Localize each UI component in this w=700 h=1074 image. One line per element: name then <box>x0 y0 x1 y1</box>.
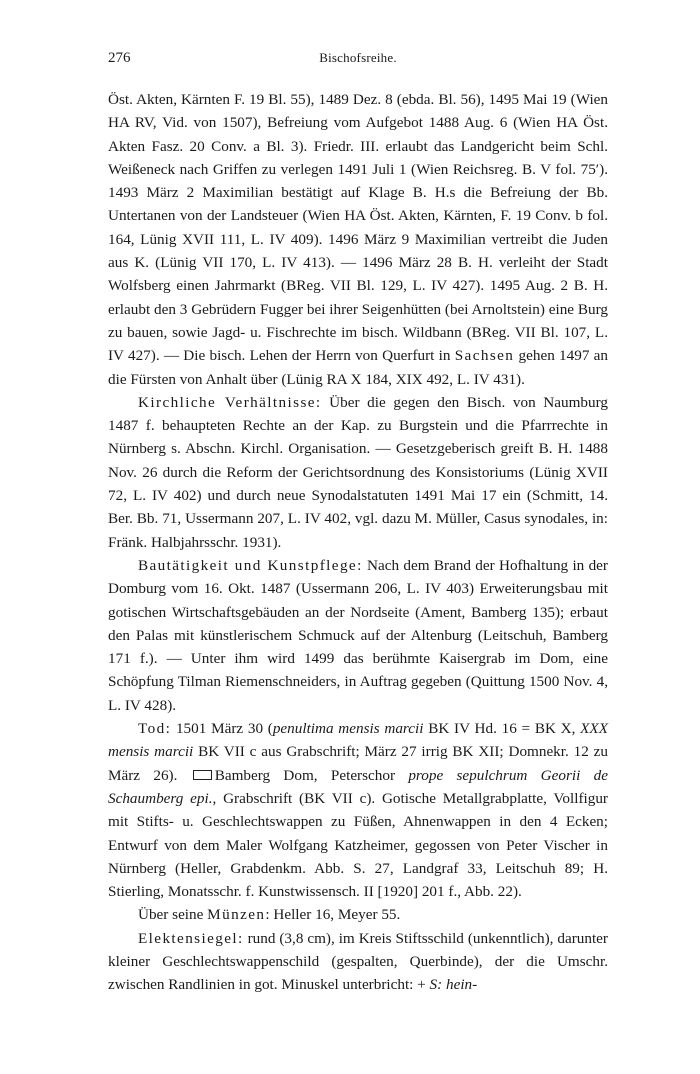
paragraph-text: Nach dem Brand der Hofhaltung in der Domburg vom 16. Okt. 1487 (Ussermann 206, L. IV 403) Erweiterungsbau mit gotischen Wirtschaftsgebäuden an der Nordseite (Ament, Bamberg 135); erbaut den Palas mit künstlerischem Schmuck auf der Altenburg (Leitschuh, Bamberg 171 f.). — Unter ihm wird 1499 das berühmte Kaisergrab im Dom, eine Schöpfung Tilman Riemenschneiders, in Auftrag gegeben (Quittung 1500 Nov. 4, L. IV 428). <box>108 556 608 714</box>
page-header <box>108 50 608 70</box>
paragraph-text: rund (3,8 cm), im Kreis Stiftsschild (unkenntlich), darunter kleiner Geschlechtswappenschild (gespalten, Querbinde), der die Umschr. zwischen Randlinien in got. Minuskel unterbricht: + <box>108 929 608 994</box>
paragraph-text: Bamberg Dom, Peterschor <box>214 766 409 784</box>
paragraph-church-affairs <box>108 391 608 554</box>
paragraph-building-art <box>108 554 608 717</box>
section-heading: Bautätigkeit und Kunstpflege: <box>138 556 363 574</box>
latin-phrase: XXX mensis marcii <box>108 720 608 761</box>
paragraph-coins <box>108 903 608 926</box>
paragraph-text: Über seine <box>138 906 208 924</box>
section-heading: Münzen <box>207 906 266 924</box>
section-heading: Tod: <box>138 720 172 738</box>
paragraph-text: Über die gegen den Bisch. von Naumburg 1487 f. behaupteten Rechte an der Kap. zu Burgstein und die Pfarrrechte in Nürnberg s. Abschn. Kirchl. Organisation. — Gesetzgeberisch greift B. H. 1488 Nov. 26 durch die Reform der Gerichtsordnung des Konsistoriums (Lünig XVII 72, L. IV 402) und durch neue Synodalstatuten 1491 Mai 17 ein (Schmitt, 14. Ber. Bb. 71, Ussermann 207, L. IV 402, vgl. dazu M. Müller, Casus synodales, in: Fränk. Halbjahrsschr. 1931). <box>108 393 608 551</box>
spaced-term: Sachsen <box>454 347 515 365</box>
tomb-symbol-icon <box>193 770 212 780</box>
section-heading: Elektensiegel: <box>138 929 244 947</box>
paragraph-sovereignty <box>108 88 608 391</box>
page-number: 276 <box>108 50 131 66</box>
paragraph-text: : Heller 16, Meyer 55. <box>265 906 401 924</box>
seal-inscription: S: hein- <box>429 976 478 994</box>
latin-phrase: penultima mensis marcii <box>272 720 424 738</box>
section-heading: Kirchliche Verhältnisse: <box>138 393 322 411</box>
paragraph-text: , Grabschrift (BK VII c). Gotische Metallgrabplatte, Vollfigur mit Stifts- u. Geschlechtswappen zu Füßen, Ahnenwappen in den 4 Ecken; Entwurf von dem Maler Wolfgang Katzheimer, gegossen von Peter Vischer in Nürnberg (Heller, Grabdenkm. Abb. S. 27, Landgraf 33, Leitschuh 89; H. Stierling, Monatsschr. f. Kunstwissensch. II [1920] 201 f., Abb. 22). <box>108 789 608 901</box>
paragraph-text: BK IV Hd. 16 = BK X, <box>423 720 581 738</box>
paragraph-text: 1501 März 30 ( <box>171 720 273 738</box>
running-title: Bischofsreihe. <box>319 50 397 65</box>
paragraph-elect-seal <box>108 927 608 997</box>
paragraph-text: Öst. Akten, Kärnten F. 19 Bl. 55), 1489 Dez. 8 (ebda. Bl. 56), 1495 Mai 19 (Wien HA RV, Vid. von 1507), Befreiung vom Aufgebot 1488 Aug. 6 (Wien HA Öst. Akten Fasz. 20 Conv. a Bl. 3). Friedr. III. erlaubt das Landgericht beim Schl. Weißeneck nach Griffen zu verlegen 1491 Juli 1 (Wien Reichsreg. B. V fol. 75′). 1493 März 2 Maximilian bestätigt auf Klage B. H.s die Befreiung der Bb. Untertanen von der Landsteuer (Wien HA Öst. Akten, Kärnten, F. 19 Conv. b fol. 164, Lünig XVII 111, L. IV 409). 1496 März 9 Maximilian vertreibt die Juden aus K. (Lünig VII 170, L. IV 413). — 1496 März 28 B. H. verleiht der Stadt Wolfsberg einen Jahrmarkt (BReg. VII Bl. 129, L. IV 427). 1495 Aug. 2 B. H. erlaubt den 3 Gebrüdern Fugger bei ihrer Seigenhütten (bei Arnoltstein) eine Burg zu bauen, sowie Jagd- u. Fischrechte im bisch. Wildbann (BReg. VII Bl. 107, L. IV 427). — Die bisch. Lehen der Herrn von Querfurt in <box>108 91 608 365</box>
paragraph-text: gehen 1497 an die Fürsten von Anhalt über (Lünig RA X 184, XIX 492, L. IV 431). <box>108 347 608 388</box>
page-body <box>108 88 608 997</box>
paragraph-death <box>108 717 608 903</box>
paragraph-text: BK VII c aus Grabschrift; März 27 irrig BK XII; Domnekr. 12 zu März 26). <box>108 743 608 784</box>
latin-phrase: prope sepulchrum Georii de Schaumberg epi. <box>108 766 608 807</box>
